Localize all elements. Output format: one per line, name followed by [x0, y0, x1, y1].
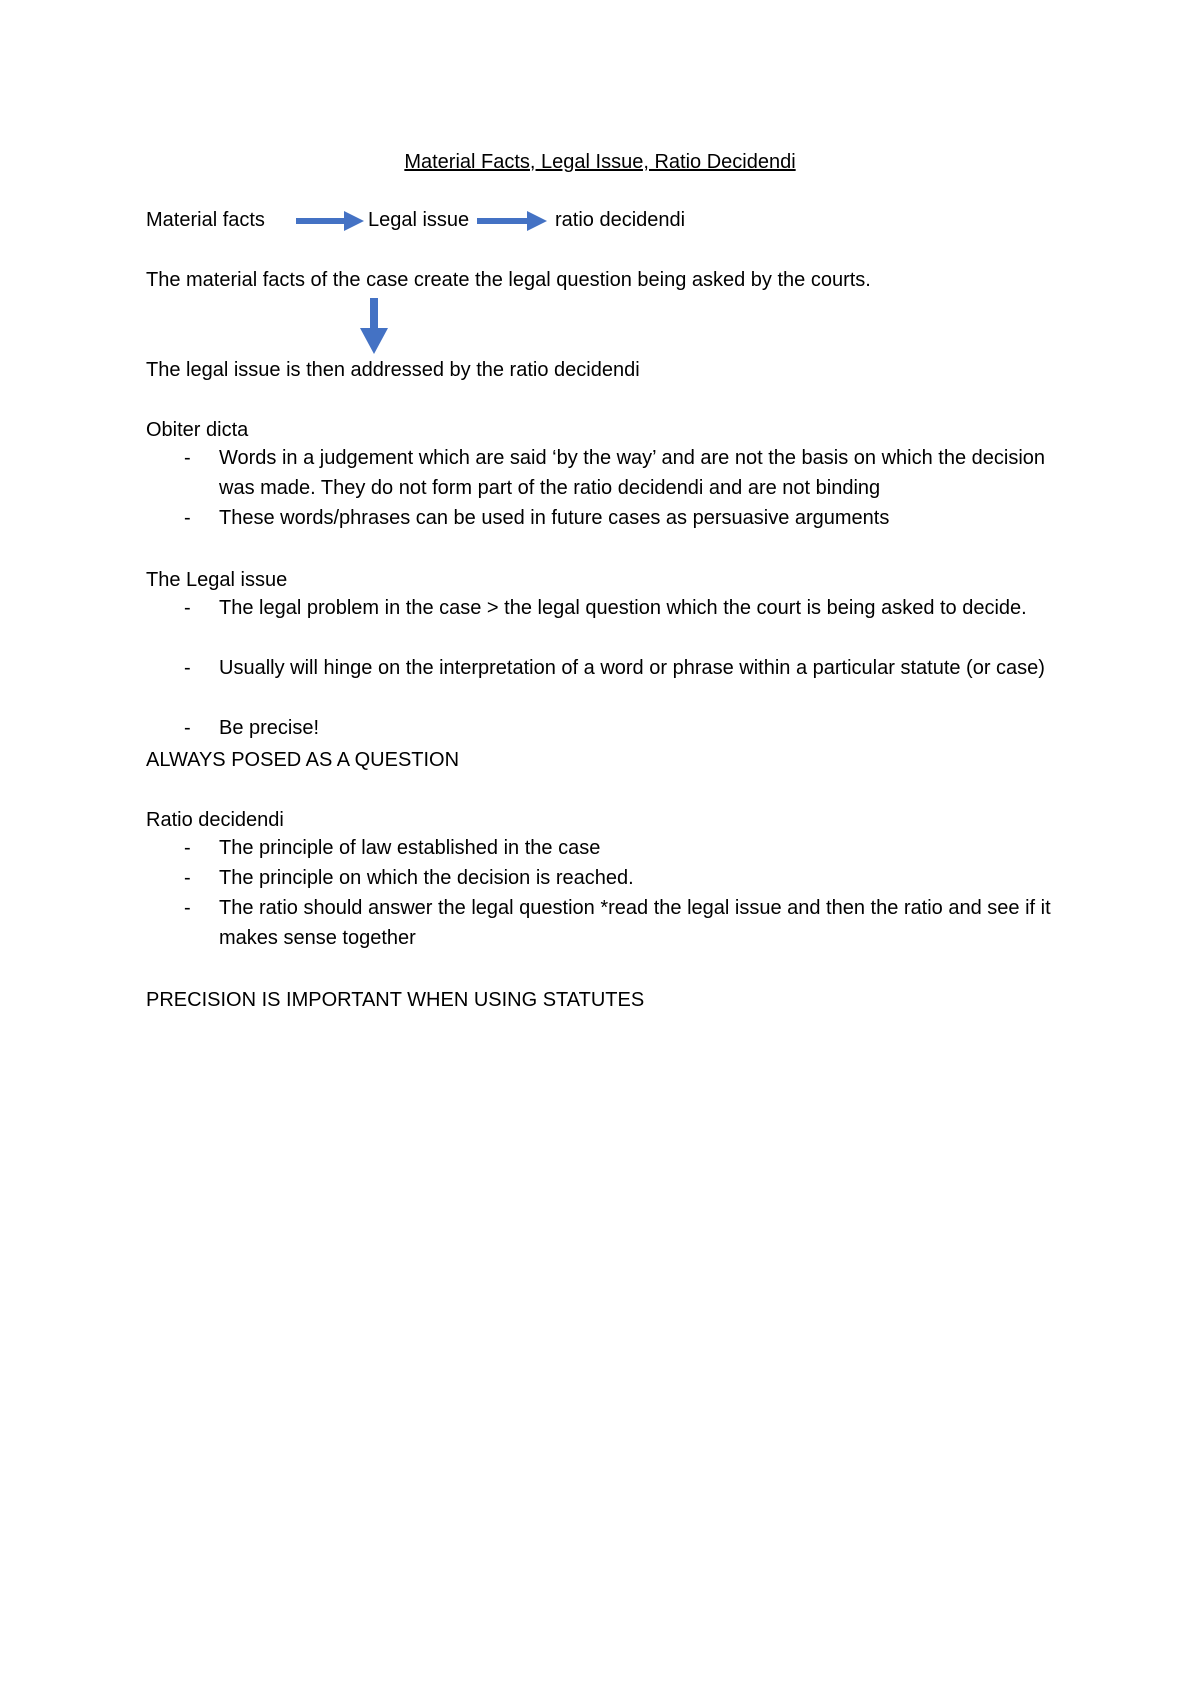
down-arrow-icon: [358, 298, 390, 354]
legal-issue-note: ALWAYS POSED AS A QUESTION: [146, 749, 460, 771]
ratio-bullet-2: The principle on which the decision is reached.: [219, 867, 634, 889]
legal-issue-bullet-2: Usually will hinge on the interpretation of a word or phrase within a particular statute (or case): [219, 657, 1045, 679]
right-arrow-icon: [477, 210, 547, 232]
ratio-bullet-1: The principle of law established in the case: [219, 837, 601, 859]
legal-issue-heading: The Legal issue: [146, 569, 288, 591]
flow-step-ratio-decidendi: ratio decidendi: [555, 209, 686, 231]
bullet-dash: -: [184, 447, 191, 469]
obiter-heading: Obiter dicta: [146, 419, 249, 441]
bullet-dash: -: [184, 507, 191, 529]
bullet-dash: -: [184, 657, 191, 679]
flow-step-material-facts: Material facts: [146, 209, 265, 231]
ratio-heading: Ratio decidendi: [146, 809, 284, 831]
closing-statement: PRECISION IS IMPORTANT WHEN USING STATUTES: [146, 989, 645, 1011]
bullet-dash: -: [184, 597, 191, 619]
legal-issue-bullet-3: Be precise!: [219, 717, 320, 739]
document-title: Material Facts, Legal Issue, Ratio Decidendi: [404, 151, 796, 173]
legal-issue-bullet-1: The legal problem in the case > the legal question which the court is being asked to decide.: [219, 597, 1027, 619]
flow-step-legal-issue: Legal issue: [368, 209, 470, 231]
obiter-bullet-1: Words in a judgement which are said ‘by the way’ and are not the basis on which the decision was made. They do not form part of the ratio decidendi and are not binding: [219, 447, 1046, 499]
bullet-dash: -: [184, 717, 191, 739]
intro-line-2: The legal issue is then addressed by the ratio decidendi: [146, 359, 640, 381]
obiter-bullet-2: These words/phrases can be used in future cases as persuasive arguments: [219, 507, 890, 529]
right-arrow-icon: [296, 210, 364, 232]
intro-line-1: The material facts of the case create the legal question being asked by the courts.: [146, 269, 871, 291]
bullet-dash: -: [184, 867, 191, 889]
ratio-bullet-3: The ratio should answer the legal question *read the legal issue and then the ratio and see if it makes sense together: [219, 897, 1051, 949]
bullet-dash: -: [184, 897, 191, 919]
bullet-dash: -: [184, 837, 191, 859]
